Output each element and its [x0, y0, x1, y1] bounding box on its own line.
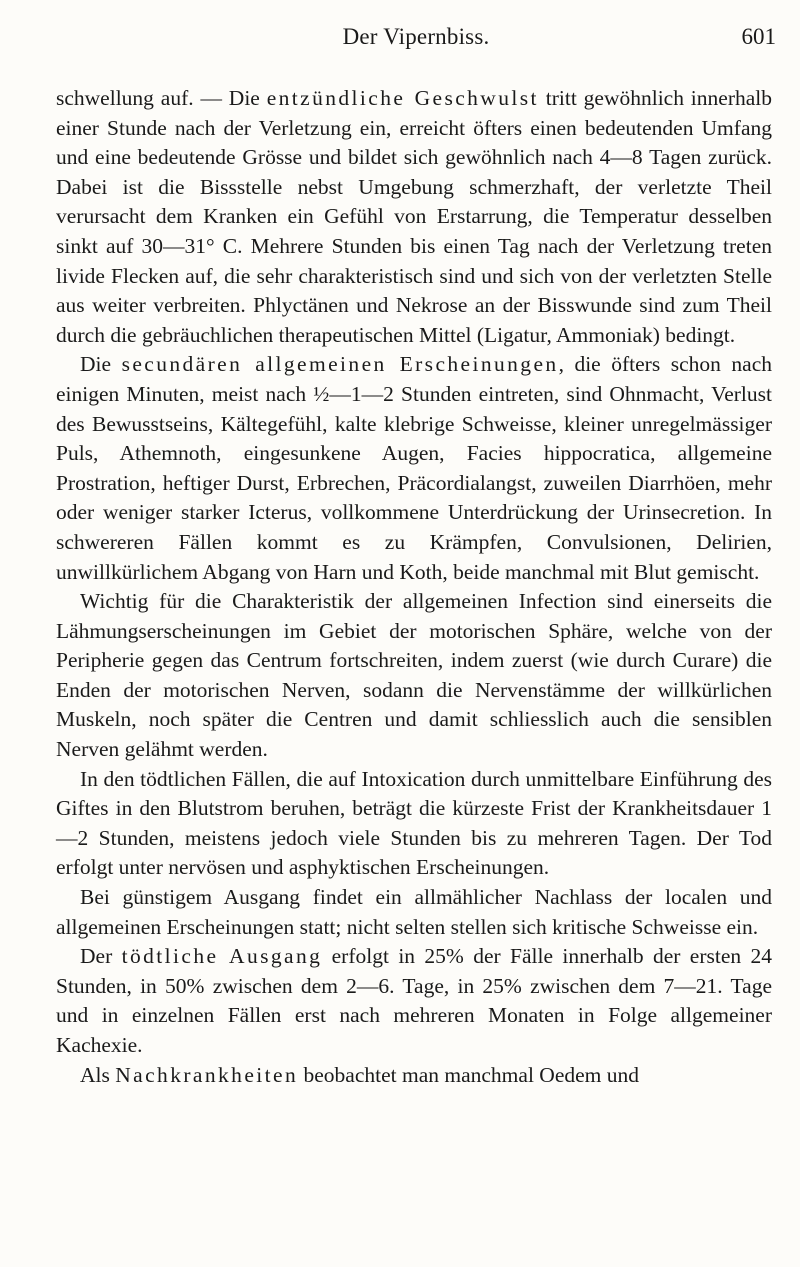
- emphasis-term: tödtliche Ausgang: [121, 944, 323, 969]
- emphasis-term: entzündliche Geschwulst: [266, 86, 539, 110]
- paragraph-6: Der tödtliche Ausgang erfolgt in 25% der Fälle innerhalb der ersten 24 Stunden, in 50% zwischen dem 2—6. Tage, in 25% zwischen dem 7—21. Tage und in einzelnen Fällen erst nach mehreren Monaten in Folge allgemeiner Kachexie.: [56, 944, 772, 1057]
- body-text: [56, 84, 772, 1090]
- paragraph-2: Die secundären allgemeinen Erscheinungen, die öfters schon nach einigen Minuten, meist nach ½—1—2 Stunden eintreten, sind Ohnmacht, Verlust des Bewusstseins, Kältegefühl, kalte klebrige Schweisse, kleiner unregelmässiger Puls, Athemnoth, eingesunkene Augen, Facies hippocratica, allgemeine Prostration, heftiger Durst, Erbrechen, Präcordialangst, zuweilen Diarrhöen, mehr oder weniger starker Icterus, vollkommene Unterdrückung der Urinsecretion. In schwereren Fällen kommt es zu Krämpfen, Convulsionen, Delirien, unwillkürlichem Abgang von Harn und Koth, beide manchmal mit Blut gemischt.: [56, 352, 772, 584]
- emphasis-term: Nachkrankheiten: [115, 1062, 299, 1087]
- paragraph-4: In den tödtlichen Fällen, die auf Intoxication durch unmittelbare Einführung des Giftes in den Blutstrom beruhen, beträgt die kürzeste Frist der Krankheitsdauer 1—2 Stunden, meistens jedoch viele Stunden bis zu mehreren Tagen. Der Tod erfolgt unter nervösen und asphyktischen Erscheinungen.: [56, 766, 772, 880]
- page-header: [56, 20, 776, 60]
- running-title: Der Vipernbiss.: [342, 24, 490, 49]
- paragraph-3: Wichtig für die Charakteristik der allgemeinen Infection sind einerseits die Lähmungserscheinungen im Gebiet der motorischen Sphäre, welche von der Peripherie gegen das Centrum fortschreiten, indem zuerst (wie durch Curare) die Enden der motorischen Nerven, sodann die Nervenstämme der willkürlichen Muskeln, noch später die Centren und damit schliesslich auch die sensiblen Nerven gelähmt werden.: [56, 589, 772, 762]
- emphasis-term: secundären allgemeinen Erscheinungen: [121, 352, 559, 377]
- page-number: 601: [741, 24, 776, 49]
- paragraph-1: schwellung auf. — Die entzündliche Geschwulst tritt gewöhnlich innerhalb einer Stunde nach der Verletzung ein, erreicht öfters einen bedeutenden Umfang und eine bedeutende Grösse und bildet sich gewöhnlich nach 4—8 Tagen zurück. Dabei ist die Bissstelle nebst Umgebung schmerzhaft, der verletzte Theil verursacht dem Kranken ein Gefühl von Erstarrung, die Temperatur desselben sinkt auf 30—31° C. Mehrere Stunden bis einen Tag nach der Verletzung treten livide Flecken auf, die sehr charakteristisch sind und sich von der verletzten Stelle aus weiter verbreiten. Phlyctänen und Nekrose an der Bisswunde sind zum Theil durch die gebräuchlichen therapeutischen Mittel (Ligatur, Ammoniak) bedingt.: [56, 86, 772, 347]
- paragraph-7: Als Nachkrankheiten beobachtet man manchmal Oedem und: [80, 1062, 640, 1087]
- paragraph-5: Bei günstigem Ausgang findet ein allmählicher Nachlass der localen und allgemeinen Erscheinungen statt; nicht selten stellen sich kritische Schweisse ein.: [56, 885, 772, 939]
